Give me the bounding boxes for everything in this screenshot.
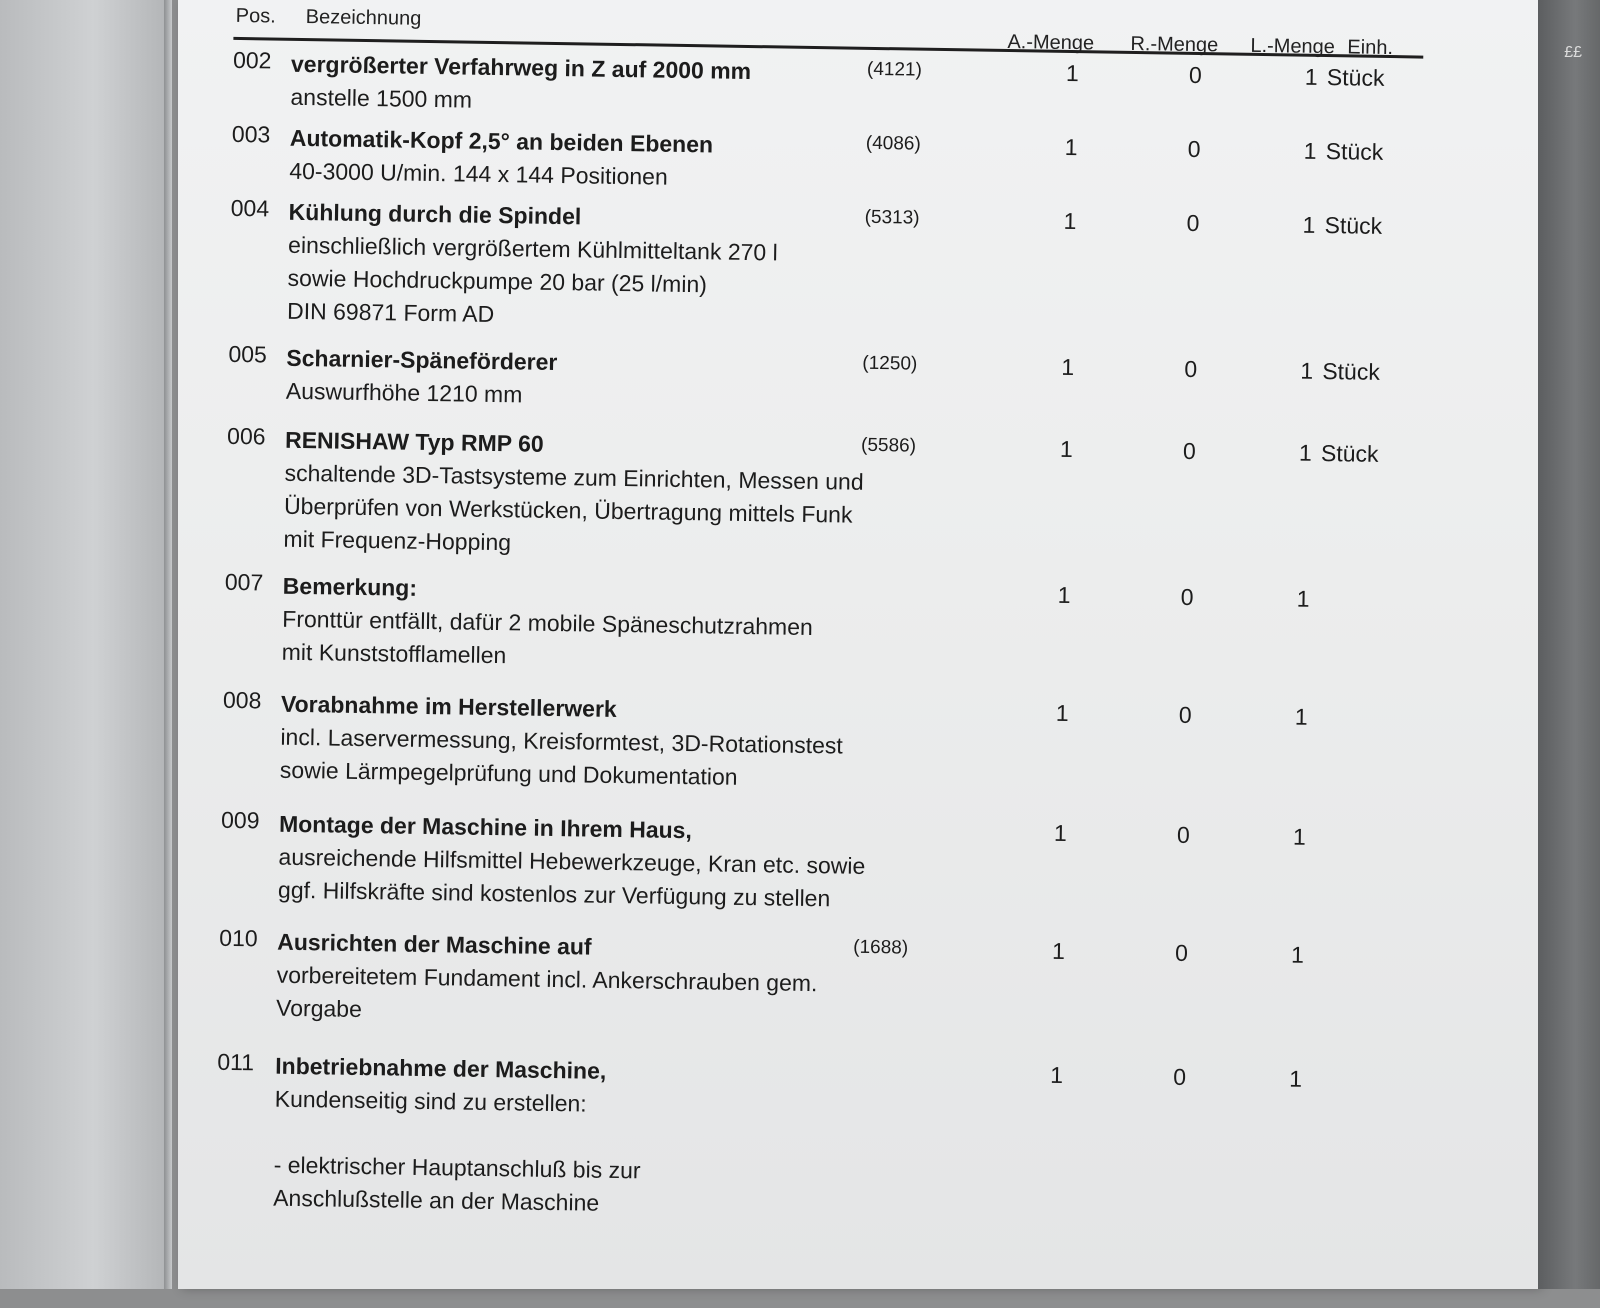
item-l-menge: 1 bbox=[1294, 703, 1308, 730]
item-r-menge: 0 bbox=[1188, 61, 1202, 89]
list-item bbox=[167, 686, 1407, 790]
item-r-menge: 0 bbox=[1180, 583, 1194, 611]
item-description-line: 40-3000 U/min. 144 x 144 Positionen bbox=[289, 157, 668, 190]
item-l-menge: 1 bbox=[1304, 63, 1318, 90]
item-r-menge: 0 bbox=[1186, 209, 1200, 237]
item-r-menge: 0 bbox=[1173, 1063, 1187, 1090]
item-a-menge: 1 bbox=[1057, 581, 1071, 609]
list-item bbox=[175, 194, 1415, 328]
item-description-line: schaltende 3D-Tastsysteme zum Einrichten, Messen und bbox=[284, 459, 864, 495]
item-title: Montage der Maschine in Ihrem Haus, bbox=[278, 810, 693, 844]
item-a-menge: 1 bbox=[1065, 59, 1079, 87]
item-description-line: Kundenseitig sind zu erstellen: bbox=[274, 1085, 587, 1117]
item-code: (5313) bbox=[864, 206, 920, 229]
header-bezeichnung: Bezeichnung bbox=[305, 6, 422, 30]
header-r-menge: R.-Menge bbox=[1130, 32, 1219, 57]
list-item bbox=[171, 422, 1411, 556]
item-description-line: DIN 69871 Form AD bbox=[286, 297, 495, 328]
item-title: vergrößerter Verfahrweg in Z auf 2000 mm bbox=[290, 50, 752, 85]
item-a-menge: 1 bbox=[1059, 435, 1074, 463]
item-description-line: - elektrischer Hauptanschluß bis zur bbox=[273, 1151, 641, 1184]
item-code: (5586) bbox=[860, 434, 917, 457]
item-title: Scharnier-Späneförderer bbox=[286, 344, 558, 376]
page-edge-marks: ££ bbox=[1564, 44, 1582, 61]
item-l-menge: 1 bbox=[1298, 439, 1313, 466]
item-description bbox=[280, 688, 961, 798]
list-item bbox=[169, 568, 1409, 669]
item-l-menge: 1 bbox=[1292, 823, 1306, 850]
item-description bbox=[278, 808, 959, 918]
header-einh: Einh. bbox=[1347, 36, 1394, 60]
list-item bbox=[165, 806, 1405, 912]
item-r-menge: 0 bbox=[1178, 701, 1192, 729]
item-title: Vorabnahme im Herstellerwerk bbox=[280, 690, 617, 722]
item-pos: 008 bbox=[222, 686, 262, 714]
item-description-line: ggf. Hilfskräfte sind kostenlos zur Verfügung zu stellen bbox=[277, 876, 831, 912]
item-description-line: sowie Lärmpegelprüfung und Dokumentation bbox=[279, 756, 738, 790]
item-title: Ausrichten der Maschine auf bbox=[277, 928, 592, 960]
header-a-menge: A.-Menge bbox=[1007, 31, 1095, 55]
item-code: (1250) bbox=[862, 352, 918, 375]
item-a-menge: 1 bbox=[1061, 353, 1075, 381]
item-description-line: einschließlich vergrößertem Kühlmitteltank 270 l bbox=[287, 231, 778, 266]
header-pos: Pos. bbox=[235, 4, 276, 28]
item-pos: 003 bbox=[231, 120, 271, 148]
item-description-line: mit Kunststofflamellen bbox=[281, 638, 507, 669]
item-code: (1688) bbox=[853, 936, 909, 959]
item-l-menge: 1 bbox=[1302, 211, 1316, 238]
item-r-menge: 0 bbox=[1176, 821, 1191, 848]
list-item bbox=[173, 340, 1413, 408]
item-title: RENISHAW Typ RMP 60 bbox=[284, 426, 544, 457]
item-pos: 010 bbox=[219, 924, 258, 952]
item-unit: Stück bbox=[1320, 440, 1379, 467]
item-pos: 002 bbox=[232, 46, 272, 74]
item-l-menge: 1 bbox=[1288, 1065, 1303, 1092]
list-item bbox=[177, 46, 1417, 113]
item-pos: 004 bbox=[230, 194, 270, 222]
item-title: Bemerkung: bbox=[282, 572, 418, 601]
item-a-menge: 1 bbox=[1063, 207, 1077, 235]
item-unit: Stück bbox=[1325, 138, 1384, 165]
item-pos: 006 bbox=[226, 422, 266, 450]
item-description-line: Vorgabe bbox=[275, 994, 363, 1023]
item-unit: Stück bbox=[1326, 64, 1385, 91]
item-a-menge: 1 bbox=[1053, 819, 1068, 847]
table-surface bbox=[1538, 0, 1600, 1289]
item-description-line: vorbereitetem Fundament incl. Ankerschrauben gem. bbox=[276, 961, 818, 997]
item-description-line: sowie Hochdruckpumpe 20 bar (25 l/min) bbox=[287, 264, 708, 298]
item-a-menge: 1 bbox=[1050, 1061, 1064, 1089]
item-description-line: Auswurfhöhe 1210 mm bbox=[285, 377, 523, 408]
item-description-line: incl. Laservermessung, Kreisformtest, 3D-Rotationstest bbox=[280, 723, 844, 759]
item-l-menge: 1 bbox=[1303, 137, 1317, 164]
item-pos: 009 bbox=[220, 806, 260, 834]
list-item bbox=[176, 120, 1416, 190]
item-description-line: Überprüfen von Werkstücken, Übertragung mittels Funk bbox=[283, 492, 853, 528]
item-r-menge: 0 bbox=[1182, 437, 1197, 465]
item-description bbox=[273, 1050, 956, 1226]
item-title: Inbetriebnahme der Maschine, bbox=[275, 1052, 607, 1084]
item-r-menge: 0 bbox=[1187, 135, 1201, 163]
item-description-line: anstelle 1500 mm bbox=[290, 83, 473, 113]
item-r-menge: 0 bbox=[1184, 355, 1198, 383]
item-description bbox=[282, 570, 963, 680]
item-pos: 011 bbox=[217, 1048, 255, 1076]
document-sheet bbox=[178, 0, 1538, 1289]
item-title: Automatik-Kopf 2,5° an beiden Ebenen bbox=[289, 124, 714, 158]
item-l-menge: 1 bbox=[1290, 941, 1305, 968]
item-a-menge: 1 bbox=[1064, 133, 1078, 161]
binder-page-left bbox=[0, 0, 170, 1289]
item-pos: 007 bbox=[224, 568, 264, 596]
item-code: (4121) bbox=[866, 58, 923, 81]
list-item bbox=[162, 1048, 1402, 1216]
list-item bbox=[163, 924, 1403, 1023]
item-l-menge: 1 bbox=[1300, 357, 1314, 384]
item-pos: 005 bbox=[228, 340, 268, 368]
item-description-line: ausreichende Hilfsmittel Hebewerkzeuge, Kran etc. sowie bbox=[278, 843, 866, 879]
item-unit: Stück bbox=[1322, 358, 1381, 385]
item-unit: Stück bbox=[1324, 212, 1383, 239]
item-l-menge: 1 bbox=[1296, 585, 1310, 612]
item-r-menge: 0 bbox=[1174, 939, 1189, 966]
header-l-menge: L.-Menge bbox=[1250, 34, 1336, 59]
item-list-page bbox=[158, 0, 1418, 1308]
item-a-menge: 1 bbox=[1051, 937, 1066, 965]
item-description-line: Anschlußstelle an der Maschine bbox=[272, 1184, 600, 1216]
item-title: Kühlung durch die Spindel bbox=[288, 198, 582, 230]
item-code: (4086) bbox=[865, 132, 921, 155]
item-description-line: Fronttür entfällt, dafür 2 mobile Späneschutzrahmen bbox=[282, 605, 813, 641]
item-a-menge: 1 bbox=[1055, 699, 1069, 727]
item-description-line: mit Frequenz-Hopping bbox=[283, 525, 512, 556]
